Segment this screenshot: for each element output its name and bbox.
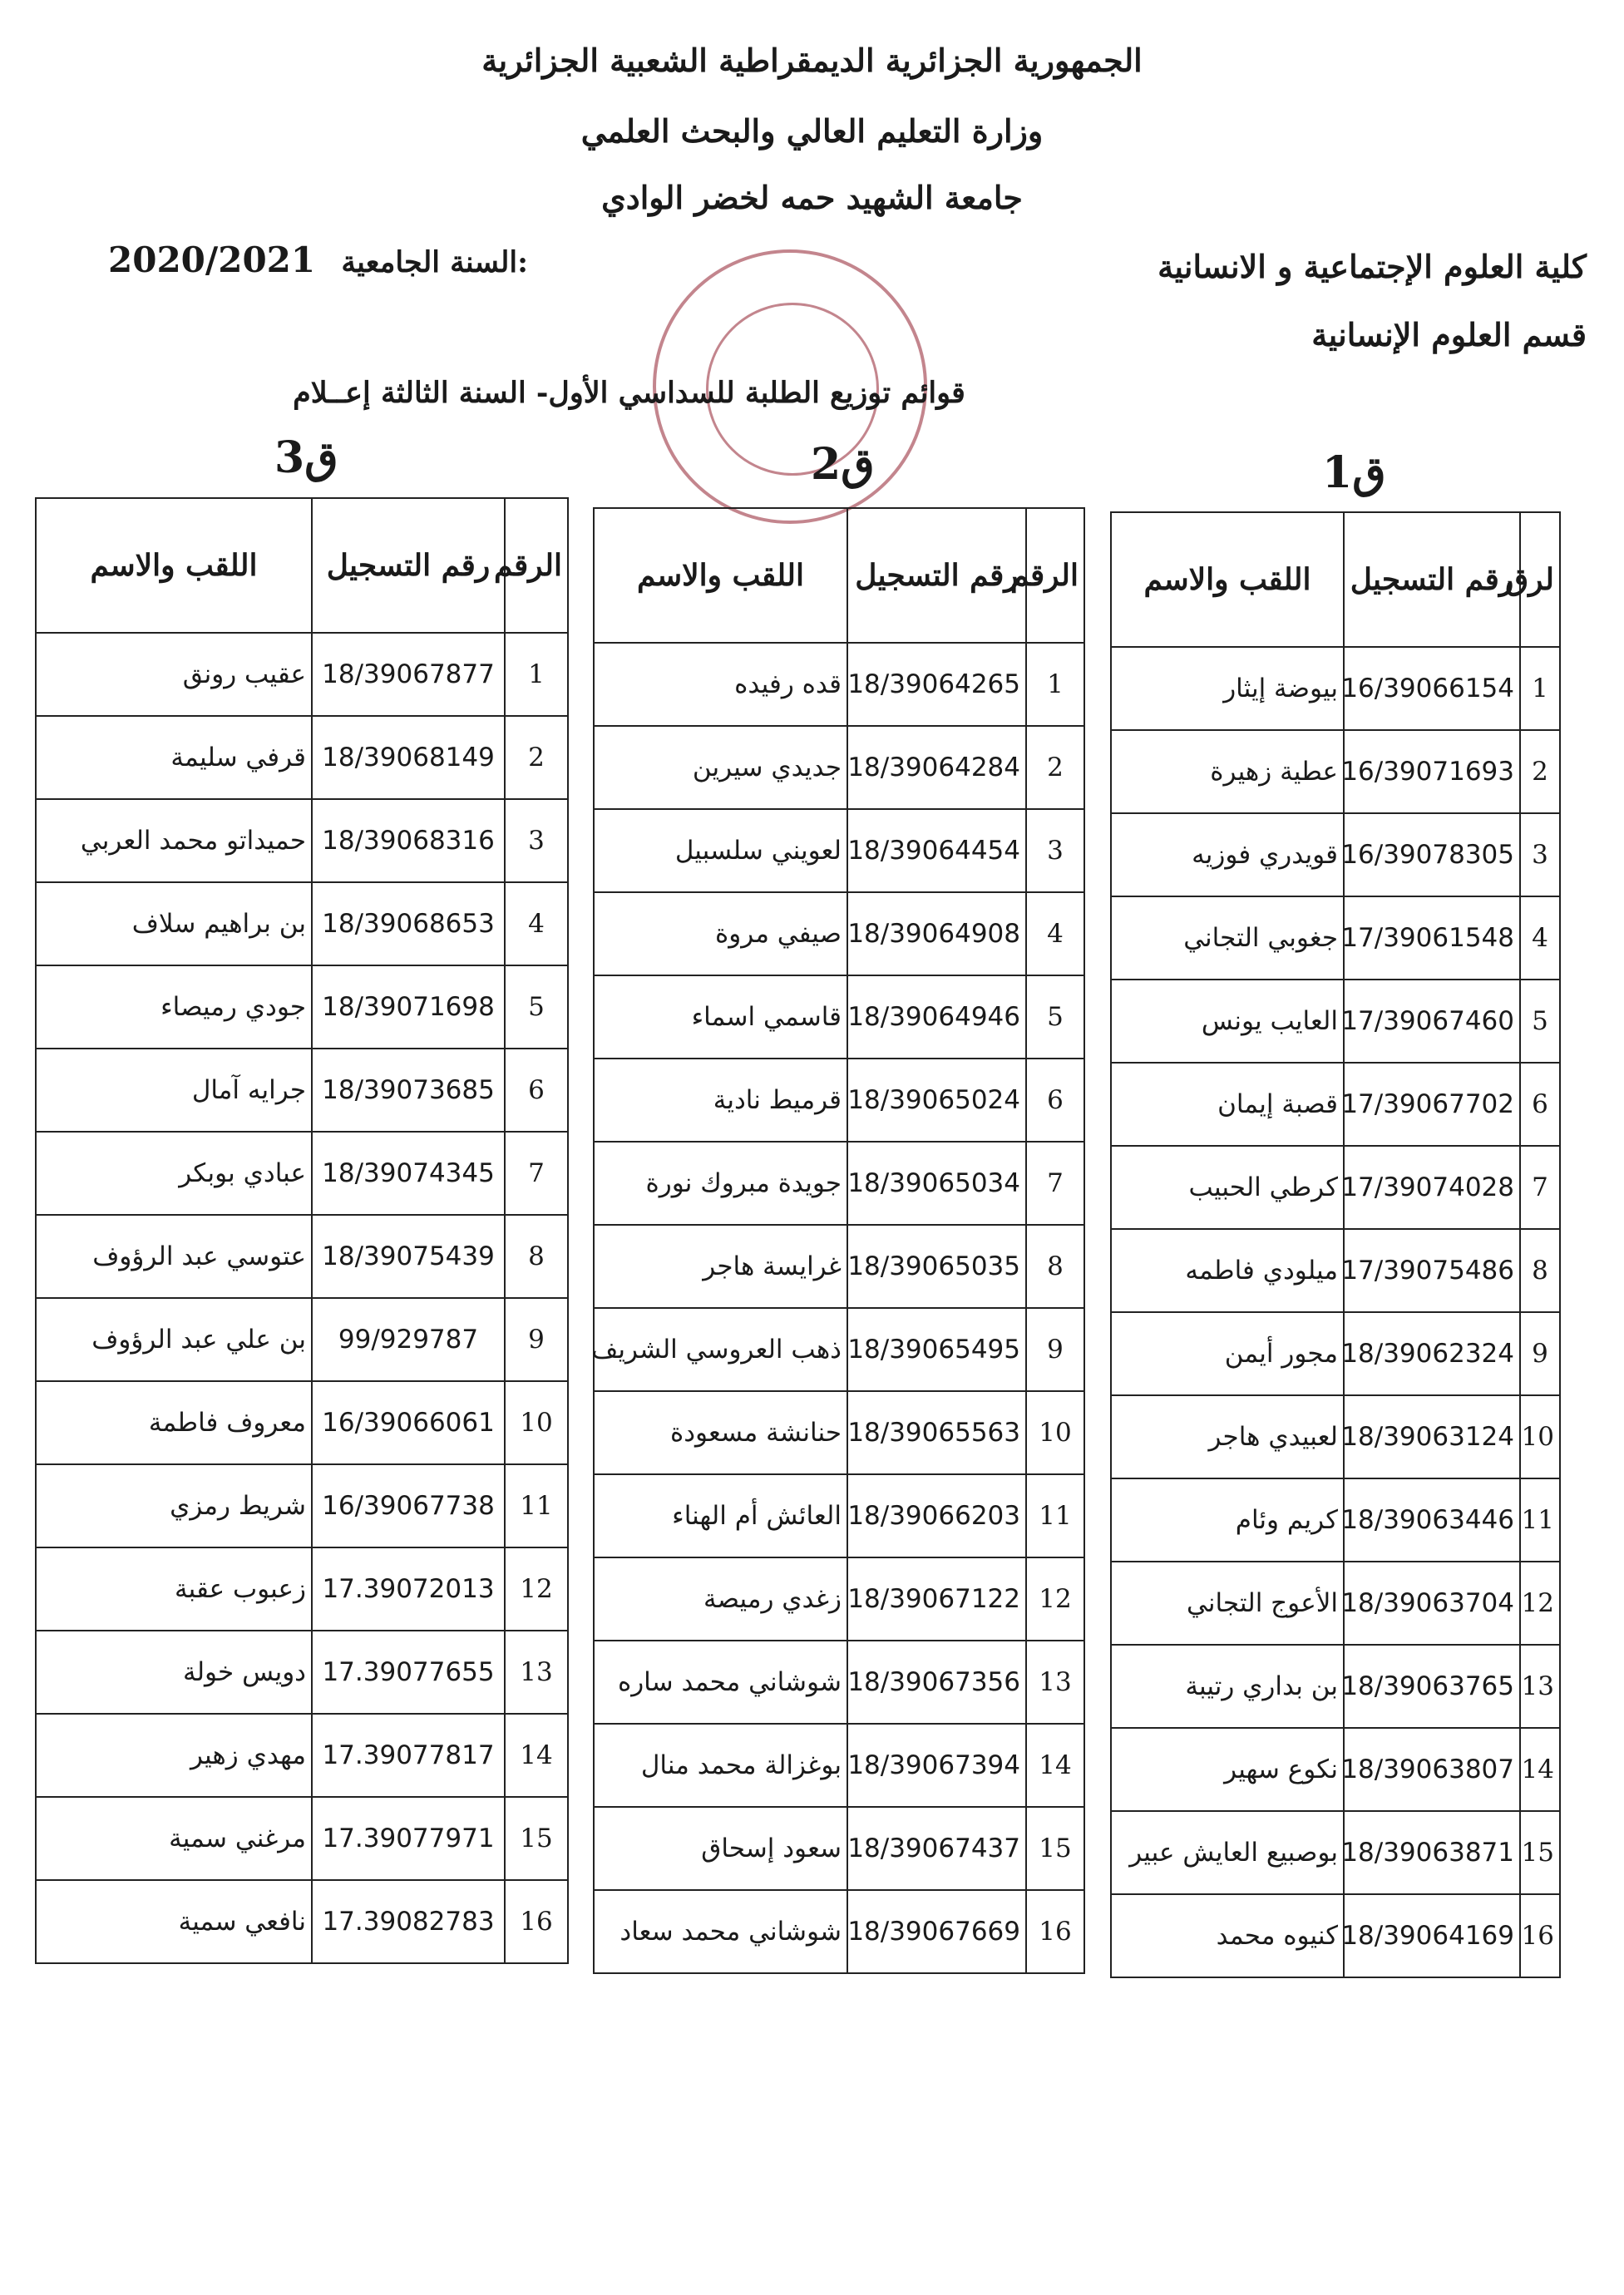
row-number: 1 bbox=[505, 633, 568, 716]
student-name: الأعوج التجاني bbox=[1111, 1562, 1344, 1645]
student-name: مرغني سمية bbox=[36, 1797, 312, 1880]
registration-number: 18/39068149 bbox=[312, 716, 505, 799]
table-row bbox=[1111, 1811, 1560, 1894]
student-name: شوشاني محمد ساره bbox=[594, 1641, 847, 1724]
row-number: 4 bbox=[1520, 896, 1560, 980]
registration-number: 18/39064454 bbox=[847, 809, 1026, 892]
student-name: زعبوب عقبة bbox=[36, 1547, 312, 1631]
registration-number: 17.39077971 bbox=[312, 1797, 505, 1880]
table-row bbox=[1111, 813, 1560, 896]
student-name: عتوسي عبد الرؤوف bbox=[36, 1215, 312, 1298]
table-row bbox=[1111, 1312, 1560, 1395]
student-name: عبادي بوبكر bbox=[36, 1132, 312, 1215]
column-header-registration: رقم التسجيل bbox=[847, 508, 1026, 643]
registration-number: 16/39066154 bbox=[1344, 647, 1520, 730]
row-number: 7 bbox=[1520, 1146, 1560, 1229]
column-header-number: لرق bbox=[1520, 512, 1560, 647]
table-row bbox=[1111, 980, 1560, 1063]
registration-number: 18/39071698 bbox=[312, 965, 505, 1049]
table-row bbox=[594, 643, 1084, 726]
registration-number: 17/39075486 bbox=[1344, 1229, 1520, 1312]
department-name: قسم العلوم الإنسانية bbox=[1311, 316, 1587, 353]
registration-number: 18/39063124 bbox=[1344, 1395, 1520, 1478]
column-header-name: اللقب والاسم bbox=[36, 498, 312, 633]
table-row bbox=[1111, 1894, 1560, 1977]
row-number: 13 bbox=[505, 1631, 568, 1714]
registration-number: 16/39071693 bbox=[1344, 730, 1520, 813]
row-number: 2 bbox=[505, 716, 568, 799]
registration-number: 18/39064284 bbox=[847, 726, 1026, 809]
registration-number: 18/39064169 bbox=[1344, 1894, 1520, 1977]
registration-number: 18/39064265 bbox=[847, 643, 1026, 726]
table-row bbox=[594, 809, 1084, 892]
group-3-table bbox=[35, 497, 569, 1964]
student-name: غرايسة هاجر bbox=[594, 1225, 847, 1308]
row-number: 6 bbox=[1026, 1059, 1084, 1142]
registration-number: 16/39067738 bbox=[312, 1464, 505, 1547]
row-number: 15 bbox=[505, 1797, 568, 1880]
student-name: قويدري فوزيه bbox=[1111, 813, 1344, 896]
row-number: 1 bbox=[1026, 643, 1084, 726]
table-row bbox=[1111, 730, 1560, 813]
student-name: ذهب العروسي الشريف bbox=[594, 1308, 847, 1391]
registration-number: 17/39061548 bbox=[1344, 896, 1520, 980]
group-label-3: ق3 bbox=[274, 432, 338, 483]
row-number: 11 bbox=[1026, 1474, 1084, 1557]
student-name: صيفي مروة bbox=[594, 892, 847, 975]
row-number: 15 bbox=[1520, 1811, 1560, 1894]
registration-number: 18/39065035 bbox=[847, 1225, 1026, 1308]
faculty-name: كلية العلوم الإجتماعية و الانسانية bbox=[1158, 248, 1587, 285]
student-name: قصبة إيمان bbox=[1111, 1063, 1344, 1146]
table-row bbox=[594, 1225, 1084, 1308]
table-row bbox=[36, 1547, 568, 1631]
table-header-row bbox=[594, 508, 1084, 643]
registration-number: 17/39067460 bbox=[1344, 980, 1520, 1063]
registration-number: 18/39064946 bbox=[847, 975, 1026, 1059]
column-header-name: اللقب والاسم bbox=[594, 508, 847, 643]
registration-number: 18/39067356 bbox=[847, 1641, 1026, 1724]
row-number: 6 bbox=[505, 1049, 568, 1132]
table-row bbox=[36, 1880, 568, 1963]
table-row bbox=[36, 1464, 568, 1547]
student-name: قرفي سليمة bbox=[36, 716, 312, 799]
registration-number: 18/39065024 bbox=[847, 1059, 1026, 1142]
table-row bbox=[594, 1059, 1084, 1142]
registration-number: 18/39065495 bbox=[847, 1308, 1026, 1391]
registration-number: 18/39063704 bbox=[1344, 1562, 1520, 1645]
student-name: جودي رميصاء bbox=[36, 965, 312, 1049]
column-header-registration: رقم التسجيل bbox=[1344, 512, 1520, 647]
registration-number: 18/39067437 bbox=[847, 1807, 1026, 1890]
row-number: 7 bbox=[1026, 1142, 1084, 1225]
registration-number: 18/39067877 bbox=[312, 633, 505, 716]
student-name: كرطي الحبيب bbox=[1111, 1146, 1344, 1229]
student-name: عقيب رونق bbox=[36, 633, 312, 716]
student-name: بن براهيم سلاف bbox=[36, 882, 312, 965]
student-name: شوشاني محمد سعاد bbox=[594, 1890, 847, 1973]
table-row bbox=[36, 1298, 568, 1381]
row-number: 2 bbox=[1520, 730, 1560, 813]
column-header-number: الرقم bbox=[1026, 508, 1084, 643]
student-name: جغوبي التجاني bbox=[1111, 896, 1344, 980]
registration-number: 18/39067122 bbox=[847, 1557, 1026, 1641]
row-number: 1 bbox=[1520, 647, 1560, 730]
row-number: 3 bbox=[1026, 809, 1084, 892]
student-name: جويدة مبروك نورة bbox=[594, 1142, 847, 1225]
row-number: 5 bbox=[505, 965, 568, 1049]
student-name: جديدي سيرين bbox=[594, 726, 847, 809]
table-row bbox=[594, 892, 1084, 975]
row-number: 13 bbox=[1520, 1645, 1560, 1728]
registration-number: 17.39072013 bbox=[312, 1547, 505, 1631]
row-number: 8 bbox=[505, 1215, 568, 1298]
republic-name: الجمهورية الجزائرية الديمقراطية الشعبية الجزائرية bbox=[481, 42, 1143, 79]
table-row bbox=[594, 1807, 1084, 1890]
student-name: مجور أيمن bbox=[1111, 1312, 1344, 1395]
row-number: 11 bbox=[505, 1464, 568, 1547]
registration-number: 18/39063765 bbox=[1344, 1645, 1520, 1728]
registration-number: 18/39065563 bbox=[847, 1391, 1026, 1474]
student-name: العائش أم الهناء bbox=[594, 1474, 847, 1557]
student-name: شريط رمزي bbox=[36, 1464, 312, 1547]
student-name: حميداتو محمد العربي bbox=[36, 799, 312, 882]
table-row bbox=[36, 1714, 568, 1797]
row-number: 10 bbox=[1026, 1391, 1084, 1474]
student-name: لعبيدي هاجر bbox=[1111, 1395, 1344, 1478]
registration-number: 18/39065034 bbox=[847, 1142, 1026, 1225]
table-row bbox=[36, 1631, 568, 1714]
row-number: 14 bbox=[1026, 1724, 1084, 1807]
row-number: 4 bbox=[505, 882, 568, 965]
row-number: 12 bbox=[505, 1547, 568, 1631]
table-row bbox=[594, 975, 1084, 1059]
registration-number: 17/39067702 bbox=[1344, 1063, 1520, 1146]
student-name: بوصبيع العايش عبير bbox=[1111, 1811, 1344, 1894]
student-name: بيوضة إيثار bbox=[1111, 647, 1344, 730]
table-row bbox=[1111, 1063, 1560, 1146]
row-number: 4 bbox=[1026, 892, 1084, 975]
student-name: معروف فاطمة bbox=[36, 1381, 312, 1464]
row-number: 12 bbox=[1026, 1557, 1084, 1641]
row-number: 6 bbox=[1520, 1063, 1560, 1146]
student-name: كنيوه محمد bbox=[1111, 1894, 1344, 1977]
row-number: 16 bbox=[1026, 1890, 1084, 1973]
student-name: ميلودي فاطمه bbox=[1111, 1229, 1344, 1312]
student-name: نافعي سمية bbox=[36, 1880, 312, 1963]
registration-number: 18/39062324 bbox=[1344, 1312, 1520, 1395]
table-row bbox=[1111, 896, 1560, 980]
registration-number: 18/39064908 bbox=[847, 892, 1026, 975]
table-row bbox=[594, 1724, 1084, 1807]
row-number: 8 bbox=[1026, 1225, 1084, 1308]
registration-number: 17.39077817 bbox=[312, 1714, 505, 1797]
student-name: العايب يونس bbox=[1111, 980, 1344, 1063]
registration-number: 18/39063807 bbox=[1344, 1728, 1520, 1811]
table-row bbox=[594, 1142, 1084, 1225]
row-number: 14 bbox=[505, 1714, 568, 1797]
table-row bbox=[1111, 1146, 1560, 1229]
table-row bbox=[36, 1381, 568, 1464]
registration-number: 16/39066061 bbox=[312, 1381, 505, 1464]
table-row bbox=[36, 1049, 568, 1132]
row-number: 5 bbox=[1520, 980, 1560, 1063]
table-row bbox=[36, 799, 568, 882]
student-name: عطية زهيرة bbox=[1111, 730, 1344, 813]
table-row bbox=[1111, 1229, 1560, 1312]
row-number: 10 bbox=[505, 1381, 568, 1464]
student-name: بن علي عبد الرؤوف bbox=[36, 1298, 312, 1381]
table-row bbox=[1111, 1478, 1560, 1562]
table-row bbox=[36, 882, 568, 965]
table-row bbox=[1111, 1728, 1560, 1811]
student-name: قده رفيده bbox=[594, 643, 847, 726]
table-row bbox=[594, 726, 1084, 809]
table-row bbox=[36, 716, 568, 799]
registration-number: 18/39066203 bbox=[847, 1474, 1026, 1557]
student-name: دويس خولة bbox=[36, 1631, 312, 1714]
group-2-table bbox=[593, 507, 1085, 1974]
table-row bbox=[594, 1391, 1084, 1474]
student-name: مهدي زهير bbox=[36, 1714, 312, 1797]
row-number: 3 bbox=[505, 799, 568, 882]
table-row bbox=[1111, 1645, 1560, 1728]
registration-number: 18/39063871 bbox=[1344, 1811, 1520, 1894]
registration-number: 16/39078305 bbox=[1344, 813, 1520, 896]
registration-number: 17.39077655 bbox=[312, 1631, 505, 1714]
student-name: قرميط نادية bbox=[594, 1059, 847, 1142]
student-name: جرايه آمال bbox=[36, 1049, 312, 1132]
student-name: كريم وئام bbox=[1111, 1478, 1344, 1562]
row-number: 16 bbox=[505, 1880, 568, 1963]
row-number: 11 bbox=[1520, 1478, 1560, 1562]
registration-number: 18/39067669 bbox=[847, 1890, 1026, 1973]
row-number: 9 bbox=[1520, 1312, 1560, 1395]
registration-number: 18/39067394 bbox=[847, 1724, 1026, 1807]
row-number: 14 bbox=[1520, 1728, 1560, 1811]
row-number: 5 bbox=[1026, 975, 1084, 1059]
table-row bbox=[594, 1890, 1084, 1973]
column-header-name: اللقب والاسم bbox=[1111, 512, 1344, 647]
student-name: حنانشة مسعودة bbox=[594, 1391, 847, 1474]
row-number: 9 bbox=[1026, 1308, 1084, 1391]
student-name: سعود إسحاق bbox=[594, 1807, 847, 1890]
student-name: زغدي رميصة bbox=[594, 1557, 847, 1641]
registration-number: 18/39063446 bbox=[1344, 1478, 1520, 1562]
column-header-number: الرقم bbox=[505, 498, 568, 633]
group-1-table bbox=[1110, 511, 1561, 1978]
registration-number: 17.39082783 bbox=[312, 1880, 505, 1963]
university-name: جامعة الشهيد حمه لخضر الوادي bbox=[601, 179, 1023, 216]
registration-number: 18/39075439 bbox=[312, 1215, 505, 1298]
student-name: لعويني سلسبيل bbox=[594, 809, 847, 892]
registration-number: 18/39068653 bbox=[312, 882, 505, 965]
table-row bbox=[594, 1557, 1084, 1641]
table-row bbox=[594, 1474, 1084, 1557]
registration-number: 18/39073685 bbox=[312, 1049, 505, 1132]
registration-number: 99/929787 bbox=[312, 1298, 505, 1381]
table-row bbox=[594, 1308, 1084, 1391]
table-row bbox=[36, 965, 568, 1049]
registration-number: 17/39074028 bbox=[1344, 1146, 1520, 1229]
table-row bbox=[1111, 1562, 1560, 1645]
academic-year bbox=[108, 239, 528, 280]
group-label-1: ق1 bbox=[1322, 447, 1386, 498]
row-number: 16 bbox=[1520, 1894, 1560, 1977]
table-header-row bbox=[1111, 512, 1560, 647]
table-row bbox=[36, 1132, 568, 1215]
row-number: 2 bbox=[1026, 726, 1084, 809]
row-number: 9 bbox=[505, 1298, 568, 1381]
table-row bbox=[594, 1641, 1084, 1724]
column-header-registration: رقم التسجيل bbox=[312, 498, 505, 633]
table-row bbox=[36, 633, 568, 716]
ministry-name: وزارة التعليم العالي والبحث العلمي bbox=[580, 112, 1044, 150]
row-number: 8 bbox=[1520, 1229, 1560, 1312]
row-number: 15 bbox=[1026, 1807, 1084, 1890]
row-number: 12 bbox=[1520, 1562, 1560, 1645]
row-number: 3 bbox=[1520, 813, 1560, 896]
table-row bbox=[1111, 1395, 1560, 1478]
row-number: 7 bbox=[505, 1132, 568, 1215]
registration-number: 18/39068316 bbox=[312, 799, 505, 882]
table-row bbox=[1111, 647, 1560, 730]
academic-year-label: السنة الجامعية: bbox=[341, 245, 529, 279]
student-name: بوغزالة محمد منال bbox=[594, 1724, 847, 1807]
group-label-2: ق2 bbox=[811, 439, 875, 490]
student-name: قاسمي اسماء bbox=[594, 975, 847, 1059]
row-number: 10 bbox=[1520, 1395, 1560, 1478]
registration-number: 18/39074345 bbox=[312, 1132, 505, 1215]
table-header-row bbox=[36, 498, 568, 633]
student-name: بن بداري رتيبة bbox=[1111, 1645, 1344, 1728]
row-number: 13 bbox=[1026, 1641, 1084, 1724]
academic-year-value: 2020/2021 bbox=[108, 239, 316, 280]
document-title: قوائم توزيع الطلبة للسداسي الأول- السنة الثالثة إعــلام bbox=[293, 376, 965, 410]
table-row bbox=[36, 1797, 568, 1880]
table-row bbox=[36, 1215, 568, 1298]
student-name: نكوع سهير bbox=[1111, 1728, 1344, 1811]
